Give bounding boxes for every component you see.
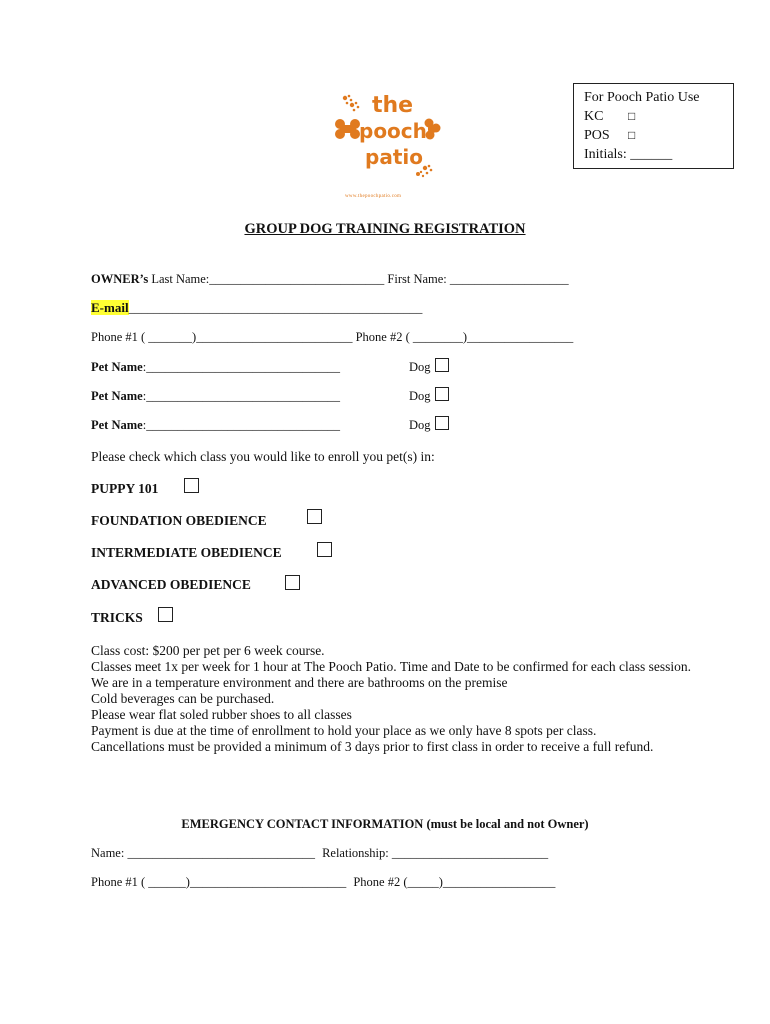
pet-name-label: Pet Name — [91, 360, 143, 374]
emergency-name-row — [91, 846, 548, 861]
office-use-heading: For Pooch Patio Use — [584, 90, 700, 105]
page-title: GROUP DOG TRAINING REGISTRATION — [244, 221, 526, 237]
email-label: E-mail — [91, 300, 129, 315]
info-line: Cold beverages can be purchased. — [91, 691, 275, 706]
info-line: Classes meet 1x per week for 1 hour at The Pooch Patio. Time and Date to be confirmed for each class session. — [91, 659, 691, 674]
info-line: Please wear flat soled rubber shoes to all classes — [91, 707, 352, 722]
pet-name-label: Pet Name — [91, 389, 143, 403]
pet-name-field[interactable]: :_______________________________ — [142, 418, 340, 432]
class-prompt: Please check which class you would like to enroll you pet(s) in: — [91, 449, 435, 464]
info-line: Cancellations must be provided a minimum of 3 days prior to first class in order to receive a full refund. — [91, 739, 654, 754]
pet-dog-label: Dog — [409, 360, 431, 374]
office-use-box — [573, 83, 734, 169]
class-info — [91, 643, 691, 755]
pooch-patio-logo — [325, 88, 445, 183]
class-puppy-101-label: PUPPY 101 — [91, 481, 159, 496]
class-intermediate-label: INTERMEDIATE OBEDIENCE — [91, 545, 282, 560]
phone2-field[interactable]: Phone #2 ( ________)_________________ — [355, 330, 574, 344]
emergency-phone-row — [91, 875, 555, 890]
phone-row — [91, 330, 573, 345]
class-advanced-checkbox[interactable] — [285, 575, 300, 590]
office-kc-row — [584, 107, 733, 126]
pet-name-label: Pet Name — [91, 418, 143, 432]
class-intermediate-checkbox[interactable] — [317, 542, 332, 557]
emergency-phone2-field[interactable]: Phone #2 (_____)__________________ — [353, 875, 556, 889]
logo-text-pooch: pooch — [359, 119, 427, 143]
pet-dog-checkbox[interactable] — [435, 358, 449, 372]
logo-url: www.thepoochpatio.com — [345, 194, 402, 199]
owner-row — [91, 272, 569, 287]
owner-first-name-field[interactable]: First Name: ___________________ — [387, 272, 569, 286]
office-pos-checkbox[interactable]: □ — [628, 128, 636, 142]
class-advanced-label: ADVANCED OBEDIENCE — [91, 577, 251, 592]
email-row — [91, 300, 422, 316]
pet-dog-label: Dog — [409, 389, 431, 403]
office-pos-row — [584, 126, 733, 145]
office-kc-checkbox[interactable]: □ — [628, 109, 636, 123]
emergency-heading: EMERGENCY CONTACT INFORMATION (must be local and not Owner) — [181, 817, 589, 831]
info-line: Class cost: $200 per pet per 6 week course. — [91, 643, 325, 658]
office-initials: Initials: ______ — [584, 147, 673, 162]
emergency-name-field[interactable]: Name: ______________________________ — [91, 846, 315, 860]
owner-last-name-field[interactable]: Last Name:____________________________ — [151, 272, 385, 286]
class-tricks-label: TRICKS — [91, 610, 143, 625]
pet-row — [91, 360, 340, 375]
emergency-relationship-field[interactable]: Relationship: _________________________ — [322, 846, 549, 860]
pet-dog-checkbox[interactable] — [435, 416, 449, 430]
class-foundation-label: FOUNDATION OBEDIENCE — [91, 513, 267, 528]
emergency-phone1-field[interactable]: Phone #1 ( ______)_________________________ — [91, 875, 347, 889]
class-tricks-checkbox[interactable] — [158, 607, 173, 622]
info-line: Payment is due at the time of enrollment to hold your place as we only have 8 spots per class. — [91, 723, 597, 738]
phone1-field[interactable]: Phone #1 ( _______)_________________________ — [91, 330, 353, 344]
pet-row — [91, 389, 340, 404]
owner-label: OWNER’s — [91, 272, 149, 286]
pet-name-field[interactable]: :_______________________________ — [142, 360, 340, 374]
pet-row — [91, 418, 340, 433]
office-pos-label: POS — [584, 128, 610, 143]
logo-text-patio: patio — [365, 145, 423, 169]
class-puppy-101-checkbox[interactable] — [184, 478, 199, 493]
pet-name-field[interactable]: :_______________________________ — [142, 389, 340, 403]
email-field[interactable]: _______________________________________________ — [128, 301, 423, 315]
office-kc-label: KC — [584, 109, 604, 124]
logo-text-the: the — [372, 93, 414, 118]
pet-dog-label: Dog — [409, 418, 431, 432]
class-foundation-checkbox[interactable] — [307, 509, 322, 524]
pet-dog-checkbox[interactable] — [435, 387, 449, 401]
info-line: We are in a temperature environment and there are bathrooms on the premise — [91, 675, 508, 690]
